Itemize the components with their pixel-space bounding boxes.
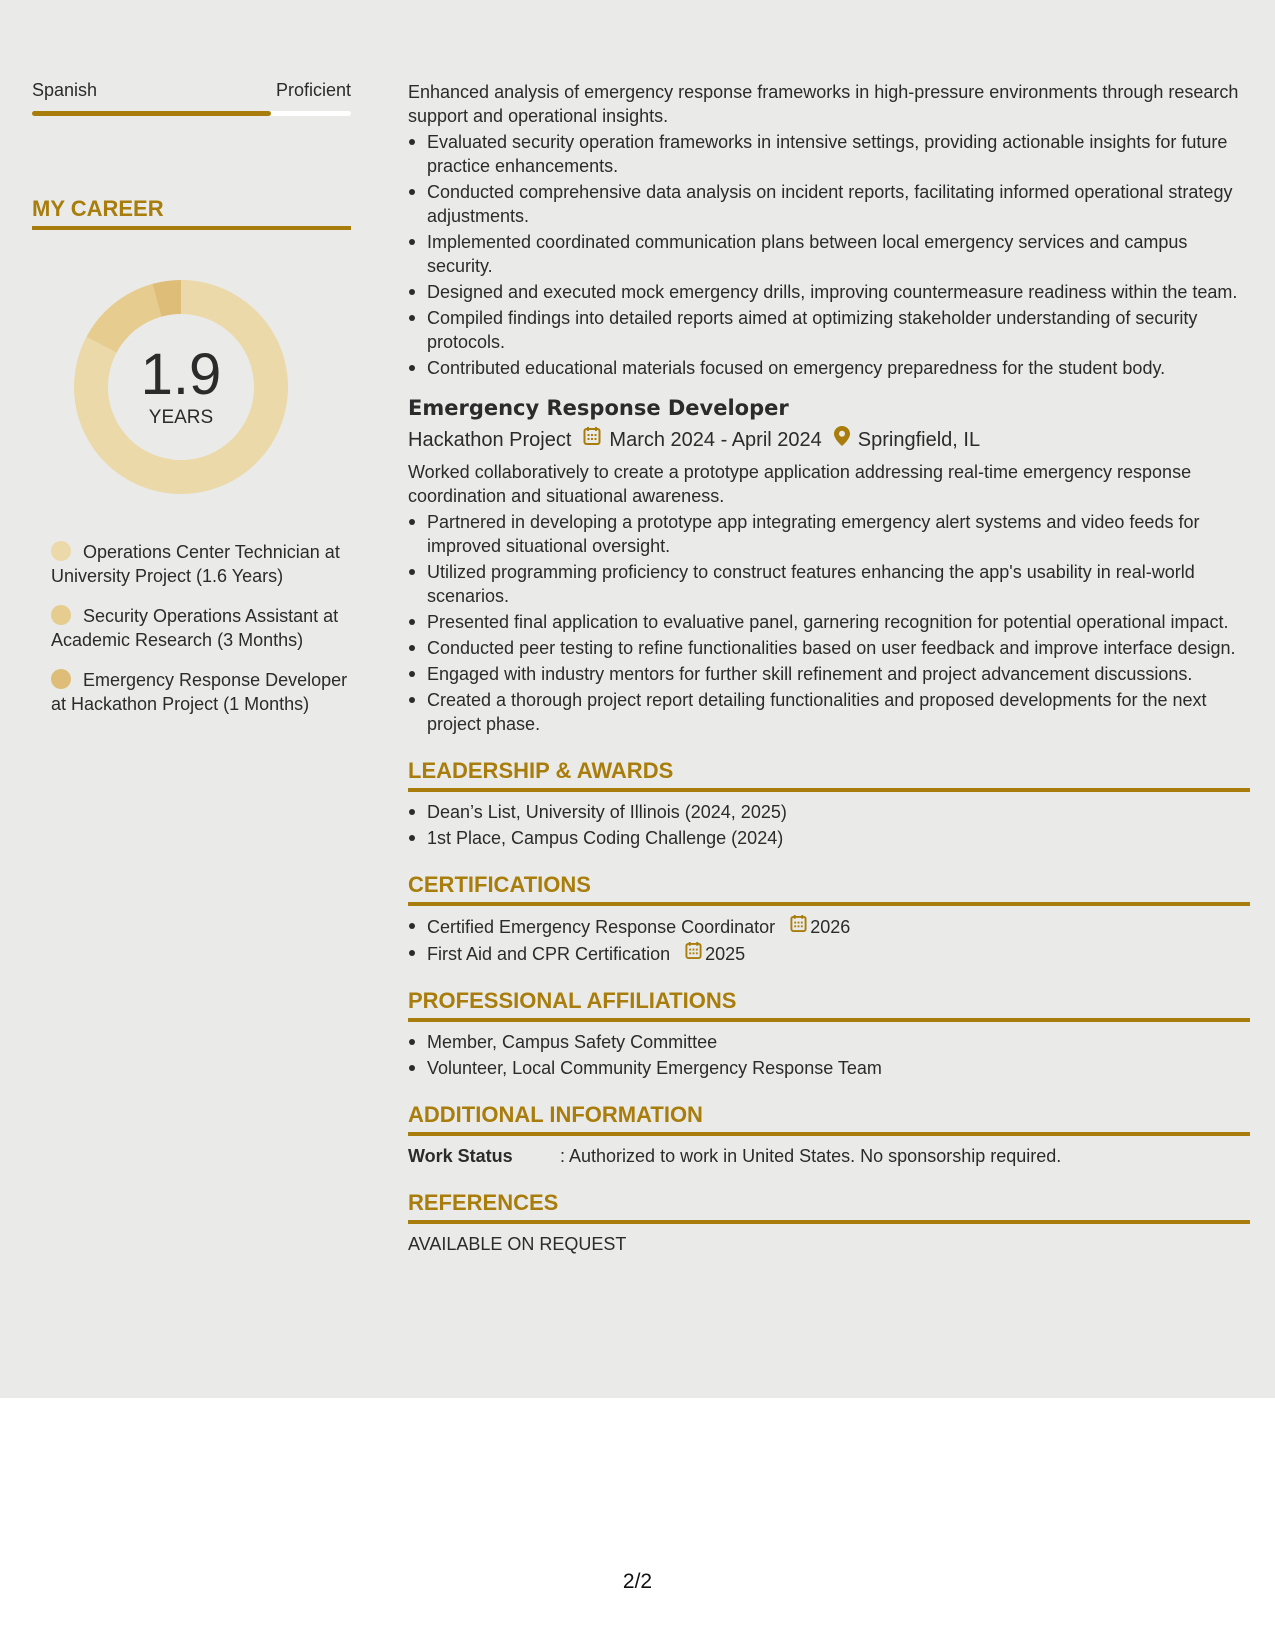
certification-name: First Aid and CPR Certification	[427, 944, 671, 964]
references-text: AVAILABLE ON REQUEST	[408, 1234, 627, 1254]
experience-summary: Enhanced analysis of emergency response frameworks in high-pressure environments through research support and operational insights.	[408, 82, 1239, 126]
list-item: Implemented coordinated communication plans between local emergency services and campus security.	[408, 230, 1250, 278]
legend-label: Security Operations Assistant at Academic Research (3 Months)	[51, 606, 339, 650]
affiliations-heading: PROFESSIONAL AFFILIATIONS	[408, 988, 1250, 1022]
list-item: 1st Place, Campus Coding Challenge (2024)	[408, 826, 1250, 850]
list-item: Compiled findings into detailed reports aimed at optimizing stakeholder understanding of security protocols.	[408, 306, 1250, 354]
career-heading: MY CAREER	[32, 196, 351, 230]
language-level: Proficient	[275, 80, 351, 100]
job-title: Emergency Response Developer	[408, 396, 789, 420]
list-item: Partnered in developing a prototype app integrating emergency alert systems and video feeds for improved situational oversight.	[408, 510, 1250, 558]
legend-item	[51, 604, 351, 652]
career-legend	[32, 540, 351, 716]
job-summary: Worked collaboratively to create a prototype application addressing real-time emergency response coordination and situational awareness.	[408, 462, 1192, 506]
awards-list	[408, 800, 1250, 850]
affiliations-list	[408, 1030, 1250, 1080]
career-total-unit: YEARS	[148, 407, 214, 428]
awards-heading: LEADERSHIP & AWARDS	[408, 758, 1250, 792]
list-item: Volunteer, Local Community Emergency Response Team	[408, 1056, 1250, 1080]
job-dates: March 2024 - April 2024	[609, 429, 822, 451]
calendar-icon	[685, 941, 702, 966]
page-number: 2/2	[622, 1570, 653, 1593]
legend-swatch-0	[51, 541, 71, 561]
certification-year: 2026	[810, 916, 851, 937]
language-level-fill	[32, 111, 271, 116]
work-status-value: : Authorized to work in United States. No sponsorship required.	[560, 1146, 1062, 1166]
language-item	[32, 80, 351, 116]
language-level-bar	[32, 111, 351, 116]
job-company: Hackathon Project	[408, 429, 572, 451]
list-item: Contributed educational materials focused on emergency preparedness for the student body.	[408, 356, 1250, 380]
legend-label: Operations Center Technician at University Project (1.6 Years)	[51, 542, 340, 586]
legend-label: Emergency Response Developer at Hackathon Project (1 Months)	[51, 670, 348, 714]
list-item: Utilized programming proficiency to construct features enhancing the app's usability in real-world scenarios.	[408, 560, 1250, 608]
list-item: Dean’s List, University of Illinois (2024, 2025)	[408, 800, 1250, 824]
certifications-heading: CERTIFICATIONS	[408, 872, 1250, 906]
list-item: Evaluated security operation frameworks in intensive settings, providing actionable insights for future practice enhancements.	[408, 130, 1250, 178]
calendar-icon	[790, 914, 807, 939]
language-name: Spanish	[32, 80, 98, 100]
legend-item	[51, 668, 351, 716]
list-item: Member, Campus Safety Committee	[408, 1030, 1250, 1054]
certifications-list	[408, 914, 1250, 966]
left-column	[32, 80, 351, 732]
calendar-icon	[583, 426, 601, 454]
job-bullets	[408, 510, 1250, 736]
experience-bullets	[408, 130, 1250, 380]
certification-year: 2025	[705, 943, 746, 964]
legend-swatch-2	[51, 669, 71, 689]
list-item	[408, 914, 1250, 939]
work-status-row	[408, 1144, 1250, 1168]
list-item	[408, 941, 1250, 966]
career-donut-chart	[66, 272, 296, 502]
list-item: Conducted comprehensive data analysis on incident reports, facilitating informed operational strategy adjustments.	[408, 180, 1250, 228]
legend-swatch-1	[51, 605, 71, 625]
map-pin-icon	[834, 426, 850, 454]
career-total-value: 1.9	[140, 342, 222, 407]
list-item: Designed and executed mock emergency drills, improving countermeasure readiness within the team.	[408, 280, 1250, 304]
list-item: Created a thorough project report detailing functionalities and proposed developments for the next project phase.	[408, 688, 1250, 736]
legend-item	[51, 540, 351, 588]
certification-name: Certified Emergency Response Coordinator	[427, 917, 776, 937]
additional-info-heading: ADDITIONAL INFORMATION	[408, 1102, 1250, 1136]
right-column	[408, 80, 1250, 1256]
references-heading: REFERENCES	[408, 1190, 1250, 1224]
list-item: Conducted peer testing to refine functionalities based on user feedback and improve interface design.	[408, 636, 1250, 660]
list-item: Presented final application to evaluative panel, garnering recognition for potential operational impact.	[408, 610, 1250, 634]
list-item: Engaged with industry mentors for further skill refinement and project advancement discussions.	[408, 662, 1250, 686]
job-meta	[408, 426, 1250, 454]
work-status-label: Work Status	[408, 1146, 513, 1166]
job-location: Springfield, IL	[857, 429, 981, 451]
